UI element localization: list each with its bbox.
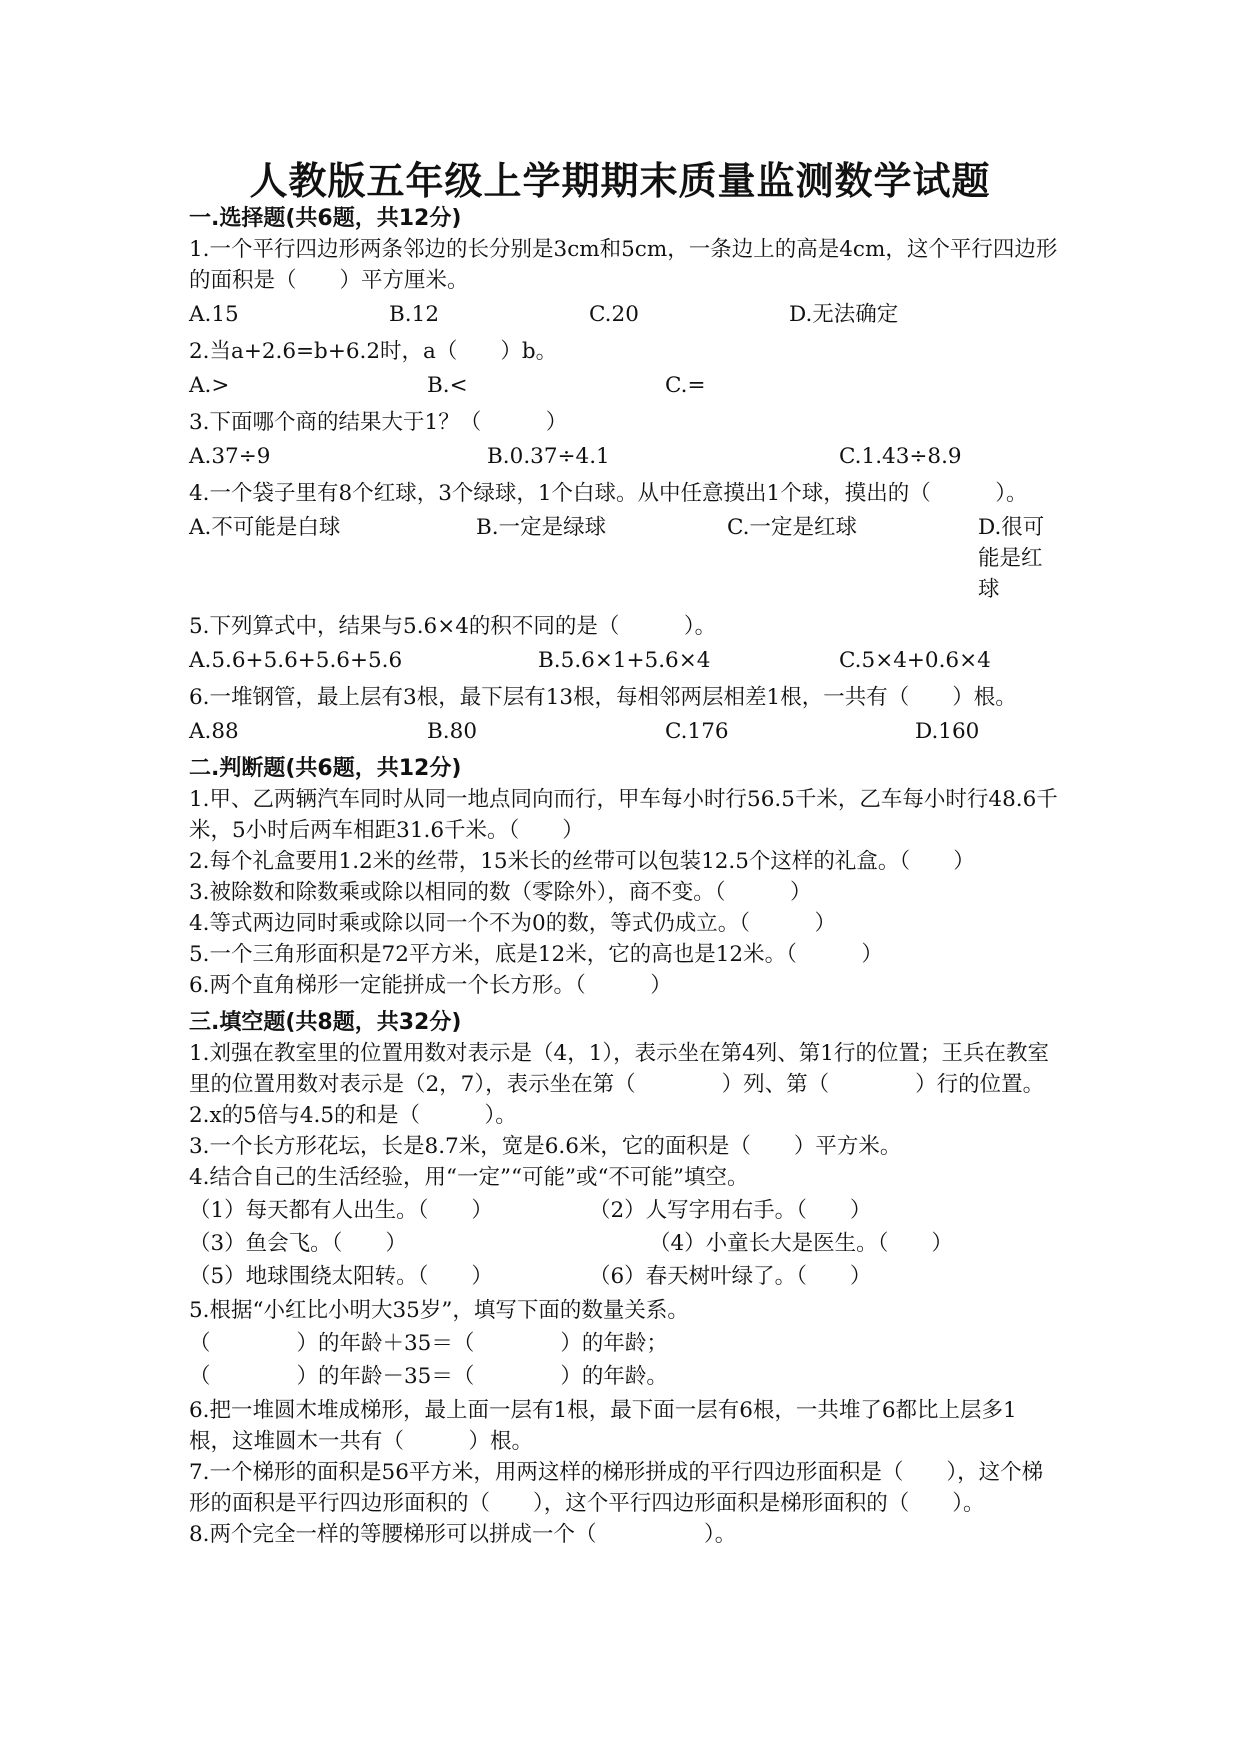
option-c: C.1.43÷8.9 (839, 444, 962, 469)
choice-options-6 (189, 716, 1059, 747)
relation-line-1: （ ）的年龄＋35＝（ ）的年龄； (189, 1331, 668, 1356)
option-a: A.88 (189, 719, 239, 744)
page-title: 人教版五年级上学期期末质量监测数学试题 (249, 158, 991, 203)
choice-options-3 (189, 441, 1059, 472)
fill-question-5: 5.根据“小红比小明大35岁”，填写下面的数量关系。 (189, 1298, 689, 1323)
choice-question-4: 4.一个袋子里有8个红球，3个绿球，1个白球。从中任意摸出1个球，摸出的（ ）。 (189, 481, 1028, 506)
choice-options-4 (189, 512, 1059, 605)
choice-question-6: 6.一堆钢管，最上层有3根，最下层有13根，每相邻两层相差1根，一共有（ ）根。 (189, 685, 1017, 710)
relation-line-2: （ ）的年龄－35＝（ ）的年龄。 (189, 1364, 668, 1389)
option-b: B.< (427, 373, 468, 398)
fill-question-2: 2.x的5倍与4.5的和是（ ）。 (189, 1103, 517, 1128)
choice-options-2 (189, 370, 1059, 401)
option-b: B.12 (389, 302, 439, 327)
fill-question-4: 4.结合自己的生活经验，用“一定”“可能”或“不可能”填空。 (189, 1165, 749, 1190)
option-d: D.160 (915, 719, 980, 744)
choice-question-3: 3.下面哪个商的结果大于1？（ ） (189, 410, 568, 435)
choice-question-5: 5.下列算式中，结果与5.6×4的积不同的是（ ）。 (189, 614, 717, 639)
fill-question-3: 3.一个长方形花坛，长是8.7米，宽是6.6米，它的面积是（ ）平方米。 (189, 1134, 902, 1159)
fill-item-5: （5）地球围绕太阳转。（ ） (189, 1264, 493, 1289)
judge-question-4: 4.等式两边同时乘或除以同一个不为0的数，等式仍成立。（ ） (189, 911, 836, 936)
section-heading-fill: 三.填空题(共8题，共32分) (189, 1010, 462, 1035)
fill-question-7: 7.一个梯形的面积是56平方米，用两这样的梯形拼成的平行四边形面积是（ ），这个梯形的面积是平行四边形面积的（ ），这个平行四边形面积是梯形面积的（ ）。 (189, 1460, 1044, 1516)
judge-question-6: 6.两个直角梯形一定能拼成一个长方形。（ ） (189, 973, 672, 998)
judge-question-2: 2.每个礼盒要用1.2米的丝带，15米长的丝带可以包装12.5个这样的礼盒。（ ） (189, 849, 975, 874)
choice-question-2: 2.当a+2.6=b+6.2时，a（ ）b。 (189, 339, 558, 364)
choice-question-1: 1.一个平行四边形两条邻边的长分别是3cm和5cm，一条边上的高是4cm，这个平行四边形的面积是（ ）平方厘米。 (189, 237, 1058, 293)
judge-question-3: 3.被除数和除数乘或除以相同的数（零除外），商不变。（ ） (189, 880, 812, 905)
option-c: C.一定是红球 (727, 515, 858, 540)
fill-question-6: 6.把一堆圆木堆成梯形，最上面一层有1根，最下面一层有6根，一共堆了6都比上层多1根，这堆圆木一共有（ ）根。 (189, 1398, 1017, 1454)
option-a: A.不可能是白球 (189, 515, 341, 540)
fill-question-1: 1.刘强在教室里的位置用数对表示是（4，1），表示坐在第4列、第1行的位置；王兵在教室里的位置用数对表示是（2，7），表示坐在第（ ）列、第（ ）行的位置。 (189, 1041, 1049, 1097)
section-heading-judge: 二.判断题(共6题，共12分) (189, 756, 462, 781)
fill-item-4: （4）小童长大是医生。（ ） (649, 1231, 953, 1256)
option-d: D.无法确定 (789, 302, 899, 327)
judge-question-5: 5.一个三角形面积是72平方米，底是12米，它的高也是12米。（ ） (189, 942, 883, 967)
fill-question-4-row-1 (189, 1195, 1059, 1226)
fill-question-5-line-2 (189, 1361, 1059, 1392)
fill-question-8: 8.两个完全一样的等腰梯形可以拼成一个（ ）。 (189, 1522, 737, 1547)
option-a: A.37÷9 (189, 444, 271, 469)
fill-item-2: （2）人写字用右手。（ ） (589, 1198, 872, 1223)
option-c: C.= (665, 373, 706, 398)
option-b: B.0.37÷4.1 (487, 444, 610, 469)
judge-question-1: 1.甲、乙两辆汽车同时从同一地点同向而行，甲车每小时行56.5千米，乙车每小时行48.6千米，5小时后两车相距31.6千米。（ ） (189, 787, 1058, 843)
option-b: B.80 (427, 719, 477, 744)
fill-item-3: （3）鱼会飞。（ ） (189, 1231, 407, 1256)
section-heading-choice: 一.选择题(共6题，共12分) (189, 206, 462, 231)
fill-item-6: （6）春天树叶绿了。（ ） (589, 1264, 872, 1289)
option-b: B.一定是绿球 (476, 515, 607, 540)
exam-content (189, 200, 1059, 1550)
fill-item-1: （1）每天都有人出生。（ ） (189, 1198, 493, 1223)
fill-question-4-row-2 (189, 1228, 1059, 1259)
option-a: A.5.6+5.6+5.6+5.6 (189, 648, 403, 673)
fill-question-5-line-1 (189, 1328, 1059, 1359)
fill-question-4-row-3 (189, 1261, 1059, 1292)
option-c: C.5×4+0.6×4 (839, 648, 991, 673)
choice-options-1 (189, 299, 1059, 330)
option-a: A.15 (189, 302, 239, 327)
choice-options-5 (189, 645, 1059, 676)
option-b: B.5.6×1+5.6×4 (538, 648, 711, 673)
option-c: C.176 (665, 719, 729, 744)
option-a: A.> (189, 373, 230, 398)
option-c: C.20 (589, 302, 639, 327)
option-d: D.很可能是红球 (978, 515, 1045, 602)
